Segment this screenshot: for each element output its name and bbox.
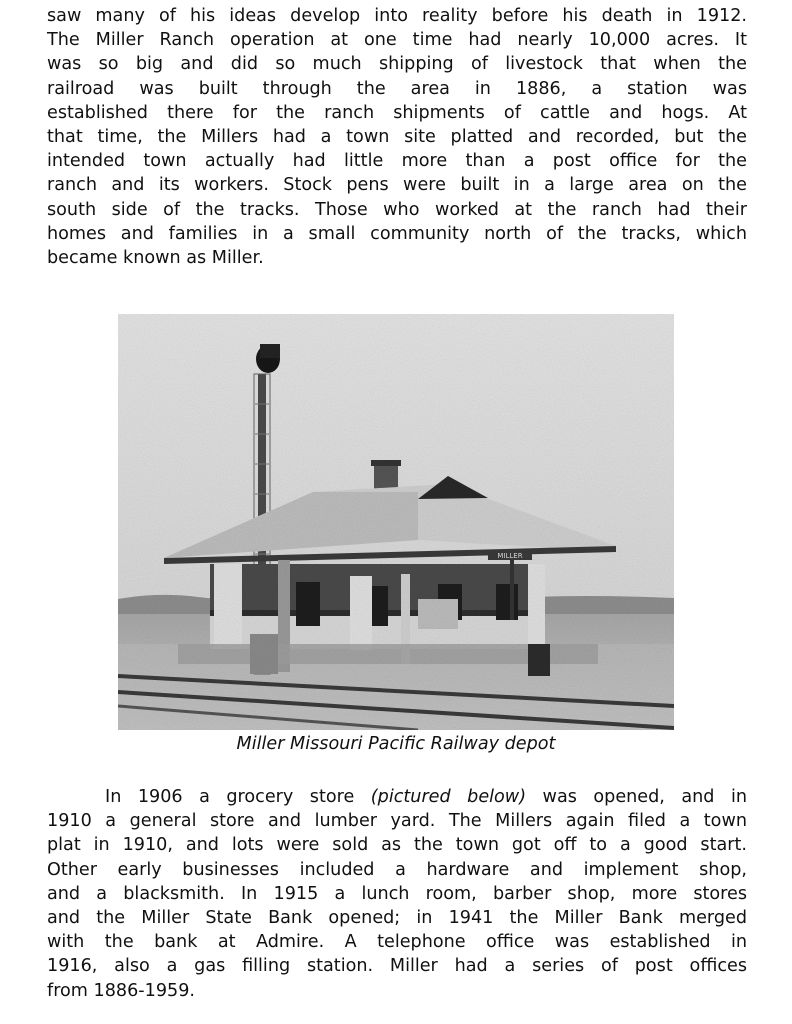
photo-caption: Miller Missouri Pacific Railway depot bbox=[236, 734, 556, 754]
text-line: intended town actually had little more than a post office for the bbox=[47, 151, 747, 172]
text-line: railroad was built through the area in 1886, a station was bbox=[47, 78, 747, 99]
italic-note: (pictured below) bbox=[370, 787, 527, 807]
text-line: that time, the Millers had a town site platted and recorded, but the bbox=[47, 127, 747, 148]
text-line: became known as Miller. bbox=[47, 248, 264, 269]
text-line: 1916, also a gas filling station. Miller had a series of post offices bbox=[47, 956, 747, 977]
text-segment: In 1906 a grocery store bbox=[105, 787, 371, 807]
text-line bbox=[47, 785, 747, 809]
text-line: plat in 1910, and lots were sold as the town got off to a good start. bbox=[47, 835, 747, 856]
text-line: with the bank at Admire. A telephone office was established in bbox=[47, 932, 747, 953]
paragraph-ranch-history bbox=[47, 4, 747, 270]
text-line: was so big and did so much shipping of livestock that when the bbox=[47, 54, 747, 75]
text-line: Other early businesses included a hardware and implement shop, bbox=[47, 859, 747, 880]
text-line: ranch and its workers. Stock pens were built in a large area on the bbox=[47, 175, 747, 196]
depot-photo-illustration bbox=[118, 314, 674, 730]
text-line: south side of the tracks. Those who worked at the ranch had their bbox=[47, 199, 747, 220]
text-line: and the Miller State Bank opened; in 1941 the Miller Bank merged bbox=[47, 908, 747, 929]
text-line: and a blacksmith. In 1915 a lunch room, barber shop, more stores bbox=[47, 883, 747, 904]
text-segment: was opened, and in bbox=[526, 787, 748, 807]
depot-sign: MILLER bbox=[497, 552, 523, 560]
text-line: saw many of his ideas develop into reality before his death in 1912. bbox=[47, 6, 747, 26]
text-line: The Miller Ranch operation at one time had nearly 10,000 acres. It bbox=[47, 30, 747, 51]
text-line: homes and families in a small community north of the tracks, which bbox=[47, 223, 747, 244]
text-line: from 1886-1959. bbox=[47, 980, 196, 1001]
paragraph-town-growth bbox=[47, 785, 747, 1003]
text-line: established there for the ranch shipments of cattle and hogs. At bbox=[47, 102, 747, 123]
depot-photo bbox=[118, 314, 674, 730]
text-line: 1910 a general store and lumber yard. The Millers again filed a town bbox=[47, 811, 747, 832]
